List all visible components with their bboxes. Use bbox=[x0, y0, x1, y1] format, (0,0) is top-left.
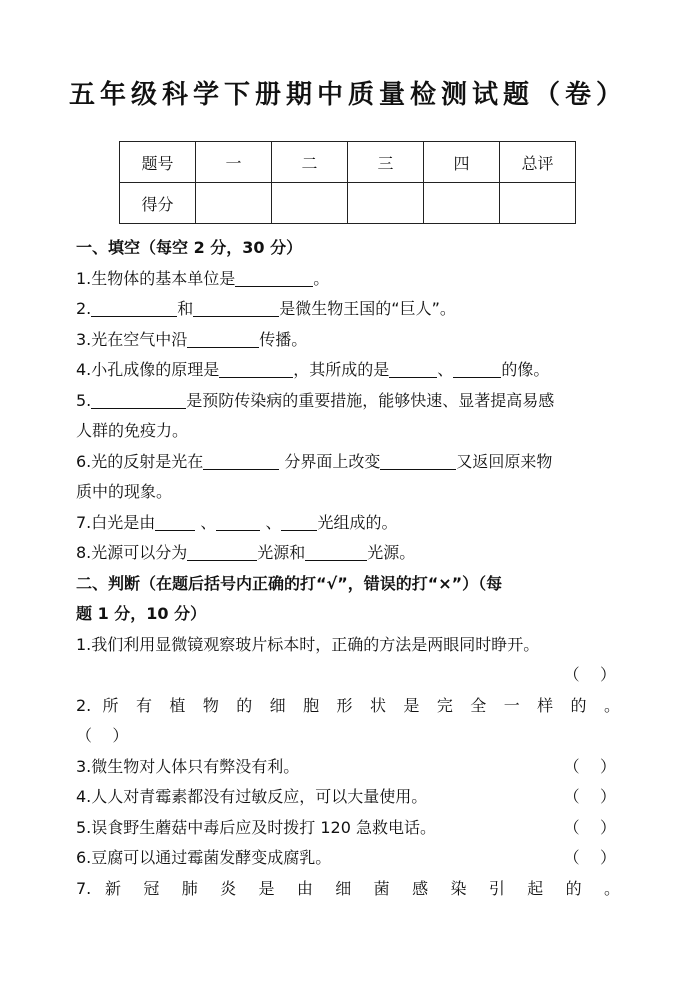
question-text: 6.光的反射是光在 bbox=[76, 451, 204, 471]
question-judge-4 bbox=[76, 782, 620, 813]
question-text: 、 bbox=[260, 512, 282, 532]
score-row-label: 得分 bbox=[120, 183, 196, 224]
exam-content bbox=[76, 233, 620, 904]
question-text: 传播。 bbox=[259, 329, 308, 349]
question-judge-6 bbox=[76, 843, 620, 874]
answer-blank[interactable] bbox=[187, 329, 259, 348]
question-fill-3 bbox=[76, 325, 620, 356]
answer-parentheses[interactable]: （ ） bbox=[563, 817, 616, 837]
question-judge-7: 7. 新 冠 肺 炎 是 由 细 菌 感 染 引 起 的 。 bbox=[76, 878, 620, 898]
score-cell[interactable] bbox=[272, 183, 348, 224]
question-fill-6 bbox=[76, 447, 620, 478]
question-judge-1: 1.我们利用显微镜观察玻片标本时，正确的方法是两眼同时睁开。 bbox=[76, 634, 540, 654]
question-judge-3 bbox=[76, 752, 620, 783]
question-text: 是微生物王国的“巨人”。 bbox=[279, 299, 456, 318]
question-text: 4.人人对青霉素都没有过敏反应，可以大量使用。 bbox=[76, 787, 428, 806]
question-text: 光组成的。 bbox=[317, 512, 398, 532]
section-heading: 一、填空（每空 2 分，30 分） bbox=[76, 238, 303, 257]
answer-row bbox=[76, 660, 620, 691]
question-fill-1 bbox=[76, 264, 620, 295]
question-fill-7 bbox=[76, 508, 620, 539]
question-text: 6.豆腐可以通过霉菌发酵变成腐乳。 bbox=[76, 848, 332, 867]
score-cell[interactable] bbox=[196, 183, 272, 224]
question-text: 的像。 bbox=[501, 360, 550, 379]
question-text: 和 bbox=[177, 299, 194, 318]
question-text: 、 bbox=[195, 512, 217, 532]
question-text: 光源和 bbox=[257, 543, 306, 562]
score-cell[interactable] bbox=[424, 183, 500, 224]
question-judge-2: 2. 所 有 植 物 的 细 胞 形 状 是 完 全 一 样 的 。 bbox=[76, 695, 620, 715]
answer-blank[interactable] bbox=[155, 512, 195, 531]
question-text: 又返回原来物 bbox=[456, 451, 553, 471]
question-fill-2 bbox=[76, 294, 620, 325]
answer-parentheses[interactable]: （ ） bbox=[563, 787, 616, 806]
score-table bbox=[119, 141, 576, 224]
answer-row bbox=[76, 721, 620, 752]
score-header-cell: 三 bbox=[348, 142, 424, 183]
answer-blank[interactable] bbox=[91, 298, 177, 317]
score-header-cell: 题号 bbox=[120, 142, 196, 183]
answer-blank[interactable] bbox=[216, 512, 260, 531]
question-fill-4 bbox=[76, 355, 620, 386]
answer-blank[interactable] bbox=[219, 359, 293, 378]
answer-blank[interactable] bbox=[203, 451, 279, 470]
question-text: 、 bbox=[437, 360, 454, 379]
answer-blank[interactable] bbox=[281, 512, 317, 531]
question-text: 3.光在空气中沿 bbox=[76, 329, 188, 349]
score-table-header-row bbox=[120, 142, 576, 183]
score-header-cell: 一 bbox=[196, 142, 272, 183]
answer-blank[interactable] bbox=[380, 451, 456, 470]
question-text: 2. bbox=[76, 299, 92, 318]
question-text: 5. bbox=[76, 390, 92, 410]
score-header-cell: 四 bbox=[424, 142, 500, 183]
question-fill-6-cont: 质中的现象。 bbox=[76, 482, 173, 501]
question-text: 3.微生物对人体只有弊没有利。 bbox=[76, 756, 300, 776]
question-text: 4.小孔成像的原理是 bbox=[76, 360, 220, 379]
question-fill-5-cont: 人群的免疫力。 bbox=[76, 421, 189, 440]
answer-blank[interactable] bbox=[91, 390, 186, 409]
page-title: 五年级科学下册期中质量检测试题（卷） bbox=[68, 80, 627, 110]
question-text: 分界面上改变 bbox=[279, 451, 381, 471]
question-text: 8.光源可以分为 bbox=[76, 543, 188, 562]
score-cell[interactable] bbox=[500, 183, 576, 224]
answer-blank[interactable] bbox=[187, 542, 257, 561]
question-fill-8 bbox=[76, 538, 620, 569]
answer-blank[interactable] bbox=[235, 268, 313, 287]
question-text: 是预防传染病的重要措施，能够快速、显著提高易感 bbox=[186, 390, 555, 410]
question-fill-5 bbox=[76, 386, 620, 417]
score-cell[interactable] bbox=[348, 183, 424, 224]
answer-parentheses[interactable]: （ ） bbox=[563, 848, 616, 867]
answer-blank[interactable] bbox=[389, 359, 437, 378]
answer-blank[interactable] bbox=[453, 359, 501, 378]
question-text: 光源。 bbox=[367, 543, 416, 562]
section-heading-cont: 题 1 分，10 分） bbox=[76, 604, 207, 623]
answer-parentheses[interactable]: （ ） bbox=[76, 726, 129, 745]
answer-blank[interactable] bbox=[193, 298, 279, 317]
answer-parentheses[interactable]: （ ） bbox=[563, 756, 616, 776]
section-heading: 二、判断（在题后括号内正确的打“√”，错误的打“×”）（每 bbox=[76, 573, 503, 593]
score-table-score-row bbox=[120, 183, 576, 224]
score-header-cell: 二 bbox=[272, 142, 348, 183]
question-judge-5 bbox=[76, 813, 620, 844]
question-text: 1.生物体的基本单位是 bbox=[76, 268, 236, 288]
answer-parentheses[interactable]: （ ） bbox=[563, 665, 616, 684]
score-header-cell: 总评 bbox=[500, 142, 576, 183]
question-text: 7.白光是由 bbox=[76, 512, 156, 532]
answer-blank[interactable] bbox=[305, 542, 367, 561]
question-text: 5.误食野生蘑菇中毒后应及时拨打 120 急救电话。 bbox=[76, 817, 436, 837]
question-text: ，其所成的是 bbox=[293, 360, 390, 379]
question-text: 。 bbox=[313, 268, 330, 288]
